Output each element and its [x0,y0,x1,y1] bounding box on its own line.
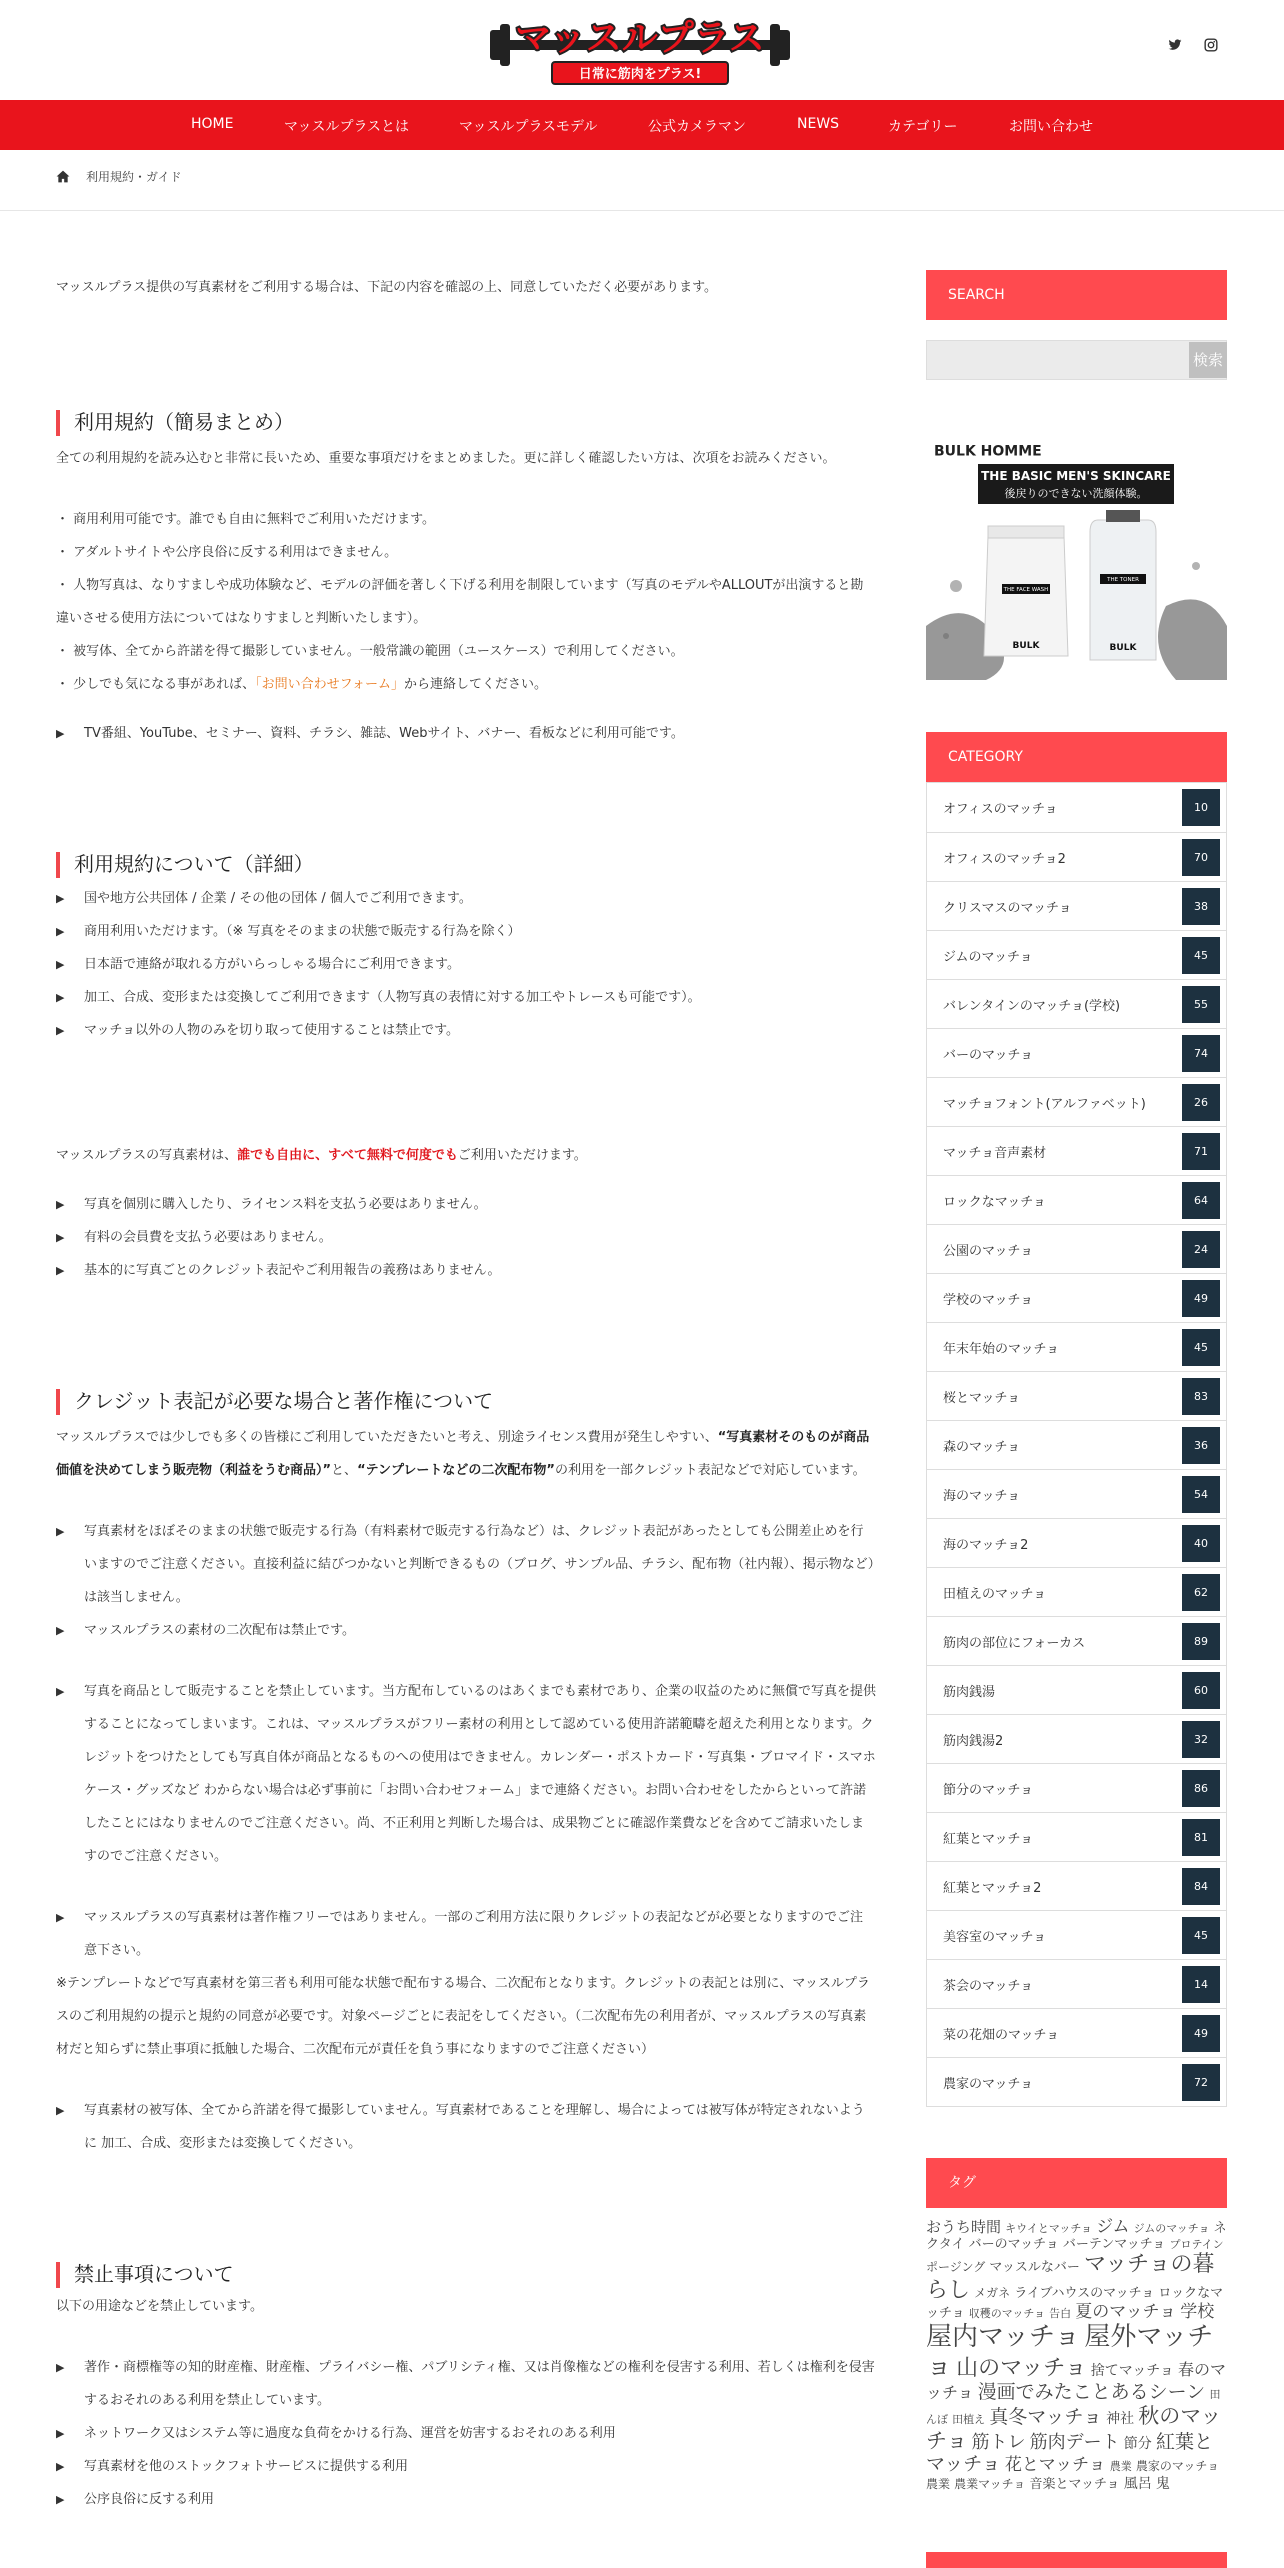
tag-link[interactable]: 節分 [1123,2436,1152,2453]
category-name[interactable]: 茶会のマッチョ [943,1979,1034,1994]
tag-link[interactable]: 紅葉とマッチョ [926,2431,1213,2475]
category-name[interactable]: 紅葉とマッチョ2 [943,1881,1042,1896]
tag-link[interactable]: 風呂 [1123,2475,1152,2492]
category-list [926,782,1227,2107]
twitter-icon[interactable] [1168,38,1182,52]
category-widget-title: CATEGORY [926,732,1227,782]
tag-link[interactable]: ジムのマッチョ [1133,2222,1210,2235]
category-count-badge: 38 [1182,888,1220,925]
logo-title: マッスルプラス [515,18,765,59]
heading-credit: クレジット表記が必要な場合と著作権について [56,1387,876,1415]
category-count-badge: 32 [1182,1721,1220,1758]
category-count-badge: 36 [1182,1427,1220,1464]
prohibit-item: ▶ 著作・商標権等の知的財産権、財産権、プライバシー権、パブリシティ権、又は肖像権などの権利を侵害する利用、若しくは権利を侵害するおそれのある利用を禁止しています。 [56,2351,876,2417]
category-count-badge: 40 [1182,1525,1220,1562]
detail-item: ▶ 商用利用いただけます。（※ 写真をそのままの状態で販売する行為を除く） [56,915,876,948]
category-name[interactable]: オフィスのマッチョ2 [943,852,1066,867]
category-name[interactable]: クリスマスのマッチョ [943,901,1072,916]
category-count-badge: 45 [1182,1329,1220,1366]
tag-link[interactable]: マッチョの暮らし [926,2252,1215,2303]
category-name[interactable]: 筋肉の部位にフォーカス [943,1636,1086,1651]
category-name[interactable]: 学校のマッチョ [943,1293,1034,1308]
category-name[interactable]: マッチョ音声素材 [943,1146,1047,1161]
free-item: ▶ 有料の会員費を支払う必要はありません。 [56,1221,876,1254]
free-item: ▶ 写真を個別に購入したり、ライセンス料を支払う必要はありません。 [56,1188,876,1221]
prohibit-item: ▶ 写真素材を他のストックフォトサービスに提供する利用 [56,2450,876,2483]
category-item[interactable] [927,1224,1226,1273]
summary-contact-prefix: ・ 少しでも気になる事があれば、 [56,677,256,692]
free-prefix: マッスルプラスの写真素材は、 [56,1148,238,1163]
category-count-badge: 86 [1182,1770,1220,1807]
category-count-badge: 10 [1182,789,1220,826]
tag-link[interactable]: 秋のマッチョ [926,2404,1222,2454]
category-item[interactable] [927,1616,1226,1665]
category-count-badge: 62 [1182,1574,1220,1611]
category-item[interactable] [927,1175,1226,1224]
credit-item: ▶ 写真素材をほぼそのままの状態で販売する行為（有料素材で販売する行為など）は、クレジット表記があったとしても公開差止めを行いますのでご注意ください。直接利益に結びつかないと判断できるもの（ブログ、サンプル品、チラシ、配布物（社内報）、掲示物など）は該当しません。 [56,1515,876,1614]
tag-link[interactable]: 学校 [1180,2302,1215,2323]
tag-link[interactable]: 田んぼ [926,2388,1221,2427]
breadcrumb [56,168,182,185]
summary-item: ・ 商用利用可能です。誰でも自由に無料でご利用いただけます。 [56,512,436,527]
category-name[interactable]: 農家のマッチョ [943,2077,1034,2092]
tag-link[interactable]: マッスルなバー [989,2260,1080,2276]
tag-link[interactable]: キウイとマッチョ [1005,2222,1093,2235]
category-item[interactable] [927,1077,1226,1126]
category-count-badge: 60 [1182,1672,1220,1709]
category-name[interactable]: バレンタインのマッチョ(学校) [943,999,1121,1014]
category-item[interactable] [927,1861,1226,1910]
intro-text: マッスルプラス提供の写真素材をご利用する場合は、下記の内容を確認の上、同意していただく必要があります。 [56,280,718,295]
tag-link[interactable]: ジム [1096,2217,1130,2237]
tag-link[interactable]: バーテンマッチョ [1062,2236,1166,2252]
category-count-badge: 74 [1182,1035,1220,1072]
next-widget-title [926,2552,1227,2568]
tag-link[interactable]: 屋内マッチョ [926,2321,1081,2352]
category-count-badge: 55 [1182,986,1220,1023]
home-icon[interactable] [56,170,70,183]
summary-item-contact [56,668,876,701]
tag-link[interactable]: 鬼 [1155,2475,1170,2492]
tag-link[interactable]: 告白 [1049,2307,1072,2321]
category-count-badge: 71 [1182,1133,1220,1170]
tag-link[interactable]: 真冬マッチョ [989,2406,1102,2429]
category-name[interactable]: 公園のマッチョ [943,1244,1034,1259]
prohibit-lead: 以下の用途などを禁止しています。 [56,2299,263,2314]
nav-item-home[interactable]: HOME [191,116,234,132]
tag-link[interactable]: ライブハウスのマッチョ [1014,2285,1155,2301]
contact-form-link[interactable]: 「お問い合わせフォーム」 [255,677,404,692]
summary-item: ・ 被写体、全てから許諾を得て撮影していません。一般常識の範囲（ユースケース）で利用してください。 [56,644,684,659]
credit-intro-d: “テンプレートなどの二次配布物” [357,1463,555,1478]
category-item[interactable] [927,1273,1226,1322]
category-count-badge: 24 [1182,1231,1220,1268]
site-header [0,0,1284,100]
category-item[interactable] [927,1910,1226,1959]
tag-link[interactable]: ネクタイ [926,2221,1227,2252]
category-count-badge: 72 [1182,2064,1220,2101]
category-item[interactable] [927,1420,1226,1469]
prohibit-item: ▶ 公序良俗に反する利用 [56,2483,876,2516]
tag-link[interactable]: バーのマッチョ [968,2236,1059,2252]
category-count-badge: 64 [1182,1182,1220,1219]
tag-link[interactable]: 漫画でみたことあるシーン [977,2381,1206,2404]
category-name[interactable]: 田植えのマッチョ [943,1587,1047,1602]
tag-link[interactable]: 収穫のマッチョ [968,2307,1045,2321]
search-input[interactable] [926,340,1227,380]
prohibit-item: ▶ ネットワーク又はシステム等に過度な負荷をかける行為、運営を妨害するおそれのある利用 [56,2417,876,2450]
tag-link[interactable]: 捨てマッチョ [1090,2362,1174,2379]
tag-link[interactable]: 音楽とマッチョ [1029,2476,1120,2492]
free-use-text [56,1139,876,1172]
category-item[interactable] [927,1028,1226,1077]
summary-item: ・ アダルトサイトや公序良俗に反する利用はできません。 [56,545,398,560]
credit-intro [56,1421,876,1487]
category-item[interactable] [927,1126,1226,1175]
category-widget-title-wrap [926,732,1227,782]
category-item[interactable] [927,2057,1226,2106]
main-content [56,268,876,2516]
category-item[interactable] [927,1714,1226,1763]
category-count-badge: 45 [1182,937,1220,974]
category-count-badge: 89 [1182,1623,1220,1660]
nav-item-news[interactable]: NEWS [797,116,840,132]
category-item[interactable] [927,2008,1226,2057]
category-name[interactable]: 海のマッチョ [943,1489,1021,1504]
category-name[interactable]: バーのマッチョ [943,1048,1034,1063]
category-count-badge: 83 [1182,1378,1220,1415]
credit-item: ▶ 写真素材の被写体、全てから許諾を得て撮影していません。写真素材であることを理解し、場合によっては被写体が特定されないように 加工、合成、変形または変換してください。 [56,2094,876,2160]
credit-item: ▶ 写真を商品として販売することを禁止しています。当方配布しているのはあくまでも素材であり、企業の収益のために無償で写真を提供することになってしまいます。これは、マッスルプラスがフリー素材の利用として認めている使用許諾範疇を超えた利用となります。クレジットをつけたとしても写真自体が商品となるものへの使用はできません。カレンダー・ポストカード・写真集・ブロマイド・スマホケース・グッズなど わからない場合は必ず事前に「お問い合わせフォーム」まで連絡ください。お問い合わせをしたからといって許諾したことにはなりませんのでご注意ください。尚、不正利用と判断した場合は、成果物ごとに確認作業費などを含めてご請求いたしますのでご注意ください。 [56,1675,876,1873]
category-name[interactable]: 桜とマッチョ [943,1391,1021,1406]
tag-link[interactable]: 神社 [1106,2411,1135,2428]
category-count-badge: 84 [1182,1868,1220,1905]
search-widget-title: SEARCH [926,270,1227,320]
category-name[interactable]: ジムのマッチョ [943,950,1033,965]
category-item[interactable] [927,1371,1226,1420]
detail-item: ▶ 加工、合成、変形または変換してご利用できます（人物写真の表情に対する加工やトレースも可能です）。 [56,981,876,1014]
category-item[interactable] [927,1959,1226,2008]
heading-summary: 利用規約（簡易まとめ） [56,408,876,436]
category-name[interactable]: 菜の花畑のマッチョ [943,2028,1060,2043]
tag-cloud [926,2218,1228,2493]
tag-link[interactable]: ポージング [926,2260,986,2275]
category-item[interactable] [927,1812,1226,1861]
category-count-badge: 26 [1182,1084,1220,1121]
category-name[interactable]: オフィスのマッチョ [943,802,1058,817]
ad-sub: 後戻りのできない洗顔体験。 [1004,487,1148,500]
tag-link[interactable]: メガネ [974,2285,1011,2300]
category-item[interactable] [927,1518,1226,1567]
tag-link[interactable]: 山のマッチョ [956,2355,1087,2381]
category-item[interactable] [927,1567,1226,1616]
tag-link[interactable]: 農業マッチョ [954,2476,1026,2491]
tag-link[interactable]: 農業 [926,2476,951,2491]
category-item[interactable] [927,979,1226,1028]
ad-product-left: THE FACE WASH [1003,587,1049,593]
category-item[interactable] [927,930,1226,979]
credit-intro-e: の利用を一部クレジット表記などで対応しています。 [554,1463,866,1478]
site-logo[interactable] [490,6,790,88]
category-name[interactable]: マッチョフォント(アルファベット) [943,1097,1146,1112]
ad-headline: THE BASIC MEN'S SKINCARE [981,469,1171,483]
instagram-icon[interactable] [1204,38,1218,52]
detail-item: ▶ 日本語で連絡が取れる方がいらっしゃる場合にご利用できます。 [56,948,876,981]
ad-brand: BULK HOMME [934,443,1042,460]
global-nav [0,100,1284,150]
search-button[interactable]: 検索 [1189,342,1227,378]
nav-item-models[interactable]: マッスルプラスモデル [459,119,598,135]
heading-prohibit: 禁止事項について [56,2260,876,2288]
free-emphasis: 誰でも自由に、すべて無料で何度でも [237,1148,458,1163]
tag-link[interactable]: おうち時間 [926,2218,1002,2236]
tag-widget-title: タグ [926,2158,1227,2208]
breadcrumb-current: 利用規約・ガイド [86,170,182,184]
tag-link[interactable]: 春のマッチョ [926,2359,1226,2403]
tag-link[interactable]: プロテイン [1169,2237,1224,2251]
tag-widget-title-wrap [926,2158,1227,2208]
tag-link[interactable]: 農業 [1109,2459,1132,2473]
search-widget-title-wrap [926,270,1227,320]
category-name[interactable]: 年末年始のマッチョ [943,1342,1060,1357]
ad-product-right: THE TONER [1107,577,1139,583]
summary-item: ・ 人物写真は、なりすましや成功体験など、モデルの評価を著しく下げる利用を制限しています（写真のモデルやALLOUTが出演すると勘違いさせる使用方法についてはなりすましと判断いたします）。 [56,578,864,626]
category-name[interactable]: 筋肉銭湯 [943,1685,996,1700]
category-name[interactable]: 節分のマッチョ [943,1783,1034,1798]
category-item[interactable] [927,832,1226,881]
logo-subtitle: 日常に筋肉をプラス! [578,67,702,82]
summary-use-item: ▶ TV番組、YouTube、セミナー、資料、チラシ、雑誌、Webサイト、バナー、看板などに利用可能です。 [56,717,876,750]
free-suffix: ご利用いただけます。 [457,1148,587,1163]
credit-note: ※テンプレートなどで写真素材を第三者も利用可能な状態で配布する場合、二次配布となります。クレジットの表記とは別に、マッスルプラスのご利用規約の提示と規約の同意が必要です。対象ページごとに表記をしてください。（二次配布先の利用者が、マッスルプラスの写真素材だと知らずに禁止事項に抵触した場合、二次配布元が責任を負う事になりますのでご注意ください） [56,1976,870,2057]
tag-link[interactable]: 筋トレ [971,2432,1026,2454]
category-item[interactable] [927,881,1226,930]
category-item[interactable] [927,1665,1226,1714]
category-count-badge: 49 [1182,2015,1220,2052]
ad-banner[interactable] [926,436,1227,680]
category-count-badge: 49 [1182,1280,1220,1317]
ad-label-left: BULK [1012,641,1040,651]
ad-banner-image [926,436,1227,680]
summary-contact-suffix: から連絡してください。 [404,677,548,692]
breadcrumb-divider [0,210,1284,211]
category-name[interactable]: 森のマッチョ [943,1440,1021,1455]
category-count-badge: 54 [1182,1476,1220,1513]
category-name[interactable]: 筋肉銭湯2 [943,1734,1004,1749]
tag-link[interactable]: 農家のマッチョ [1135,2458,1220,2473]
credit-intro-c: と、 [331,1463,358,1478]
tag-link[interactable]: 花とマッチョ [1004,2454,1106,2475]
free-item: ▶ 基本的に写真ごとのクレジット表記やご利用報告の義務はありません。 [56,1254,876,1287]
category-name[interactable]: 紅葉とマッチョ [943,1832,1034,1847]
tag-link[interactable]: ロックなマッチョ [926,2285,1224,2322]
credit-item: ▶ マッスルプラスの素材の二次配布は禁止です。 [56,1614,876,1647]
nav-item-contact[interactable]: お問い合わせ [1009,119,1093,135]
category-item[interactable] [927,1763,1226,1812]
category-item[interactable] [927,1322,1226,1371]
tag-link[interactable]: 田植え [952,2413,986,2427]
category-count-badge: 70 [1182,839,1220,876]
tag-link[interactable]: 夏のマッチョ [1075,2302,1177,2323]
category-name[interactable]: 海のマッチョ2 [943,1538,1029,1553]
category-name[interactable]: 美容室のマッチョ [943,1930,1047,1945]
category-name[interactable]: ロックなマッチョ [943,1195,1046,1210]
category-count-badge: 81 [1182,1819,1220,1856]
detail-item: ▶ マッチョ以外の人物のみを切り取って使用することは禁止です。 [56,1014,876,1047]
category-item[interactable] [927,783,1226,832]
tag-link[interactable]: 筋肉デート [1029,2432,1120,2454]
tag-link[interactable]: 屋外マッチョ [926,2321,1214,2382]
category-count-badge: 14 [1182,1966,1220,2003]
credit-intro-b: “写真素材そのものが商品価値を決めてしまう販売物（利益をうむ商品）” [56,1430,870,1478]
category-count-badge: 45 [1182,1917,1220,1954]
nav-item-category[interactable]: カテゴリー [888,119,958,135]
nav-item-photographer[interactable]: 公式カメラマン [648,119,746,135]
ad-label-right: BULK [1109,643,1137,653]
credit-item: ▶ マッスルプラスの写真素材は著作権フリーではありません。一部のご利用方法に限りクレジットの表記などが必要となりますのでご注意下さい。 [56,1901,876,1967]
detail-item: ▶ 国や地方公共団体 / 企業 / その他の団体 / 個人でご利用できます。 [56,882,876,915]
category-item[interactable] [927,1469,1226,1518]
heading-detail: 利用規約について（詳細） [56,850,876,878]
summary-lead: 全ての利用規約を読み込むと非常に長いため、重要な事項だけをまとめました。更に詳しく確認したい方は、次項をお読みください。 [56,451,836,466]
credit-intro-a: マッスルプラスでは少しでも多くの皆様にご利用していただきたいと考え、別途ライセンス費用が発生しやすい、 [56,1430,718,1445]
nav-item-about[interactable]: マッスルプラスとは [284,119,410,135]
